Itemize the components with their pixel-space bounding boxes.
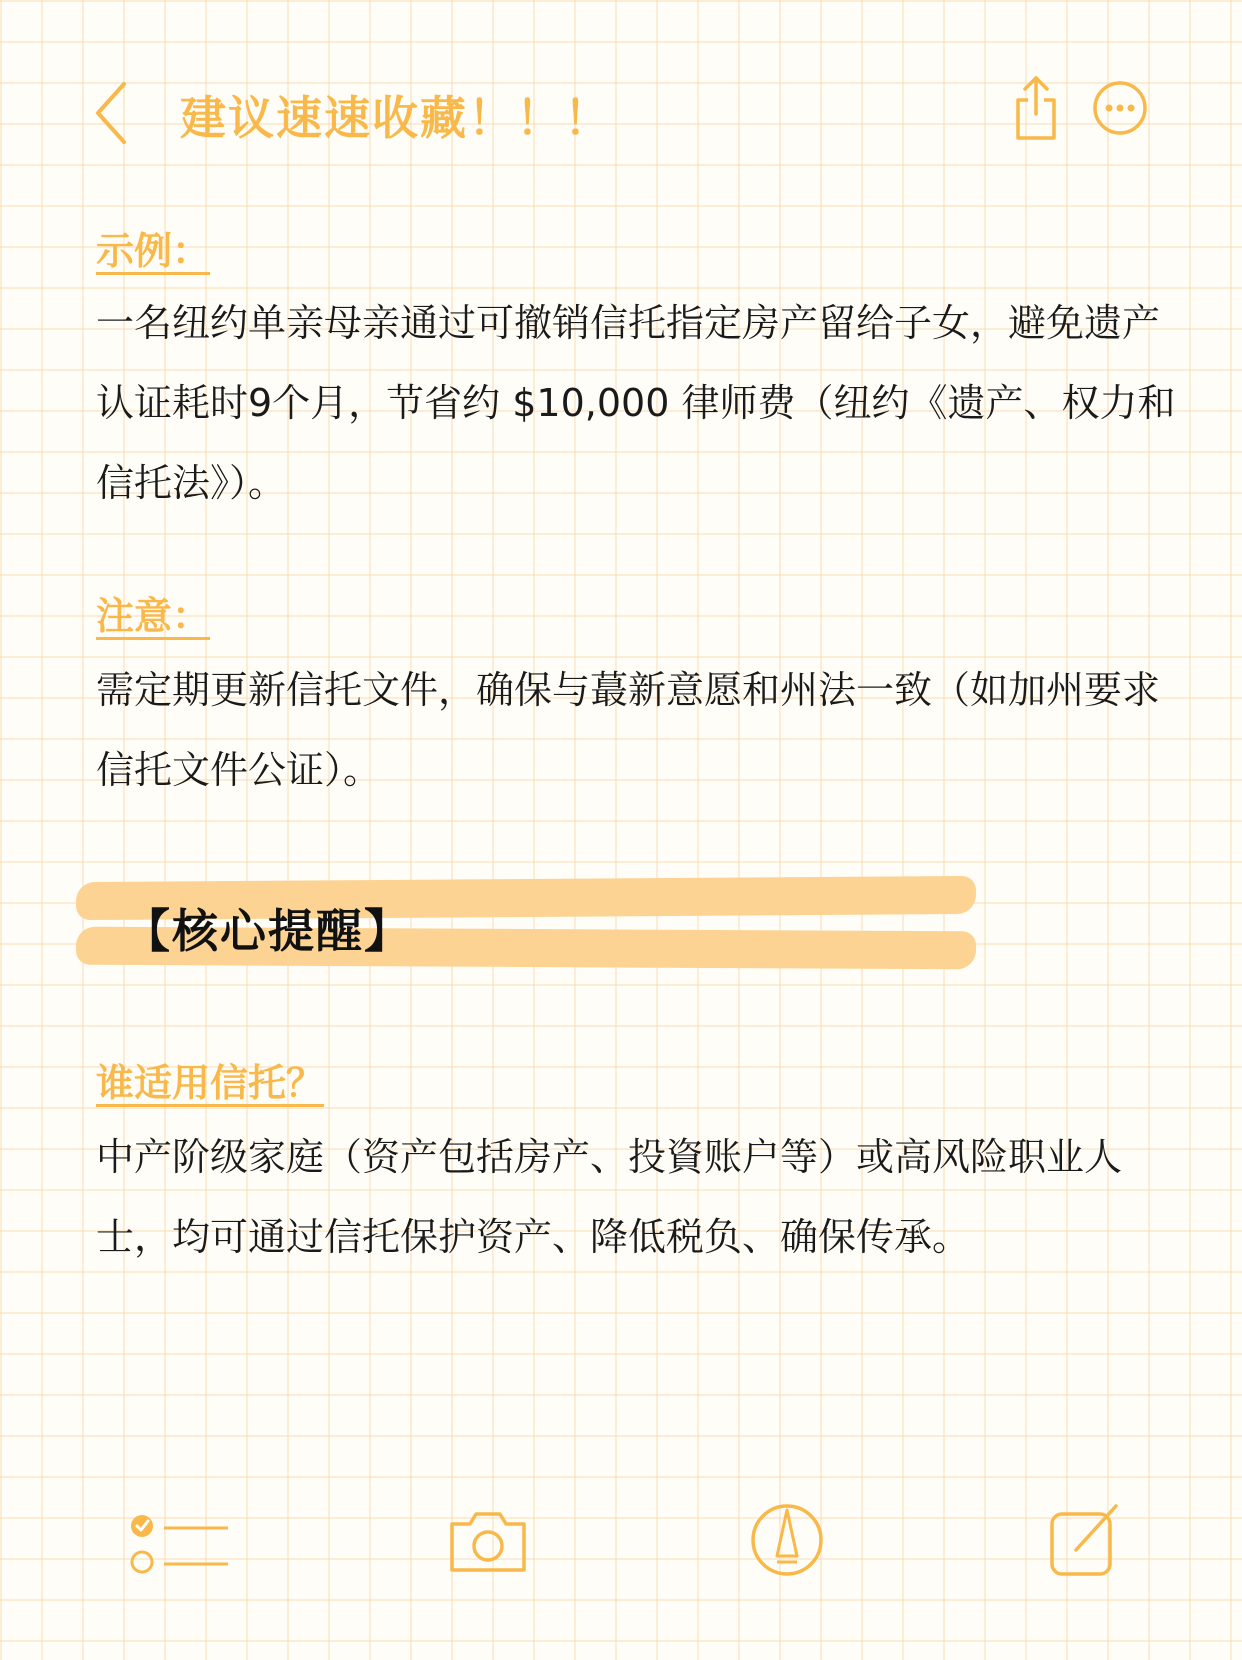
back-button[interactable] [88, 78, 138, 148]
more-icon [1092, 80, 1148, 136]
markup-button[interactable] [749, 1500, 825, 1580]
top-navigation-bar [0, 60, 1242, 160]
pen-markup-icon [749, 1500, 825, 1580]
camera-button[interactable] [446, 1500, 530, 1580]
compose-button[interactable] [1048, 1500, 1120, 1580]
core-reminder-highlight [76, 875, 976, 975]
example-heading: 示例： [96, 229, 211, 273]
checklist-icon [128, 1500, 232, 1580]
example-body: 一名纽约单亲母亲通过可撤销信托指定房产留给子女，避免遗产认证耗时9个月，节省约 $10,000 律师费（纽约《遗产、权力和信托法》）。 [96, 301, 1176, 505]
core-reminder-label: 【核心提醒】 [124, 904, 412, 958]
share-icon [1012, 74, 1060, 142]
chevron-left-icon [88, 78, 138, 148]
share-button[interactable] [1012, 74, 1060, 142]
checklist-button[interactable] [128, 1500, 232, 1580]
more-button[interactable] [1092, 80, 1148, 136]
note-heading: 注意： [96, 594, 211, 638]
camera-icon [446, 1500, 530, 1580]
note-body: 需定期更新信托文件，确保与蕞新意愿和州法一致（如加州要求信托文件公证）。 [96, 668, 1161, 792]
compose-icon [1048, 1500, 1120, 1580]
note-title: 建议速速收藏！！！ [180, 91, 612, 145]
bottom-toolbar [0, 1500, 1242, 1600]
who-heading: 谁适用信托？ [96, 1061, 325, 1105]
who-body: 中产阶级家庭（资产包括房产、投資账户等）或高风险职业人士，均可通过信托保护资产、降低税负、确保传承。 [96, 1135, 1123, 1259]
